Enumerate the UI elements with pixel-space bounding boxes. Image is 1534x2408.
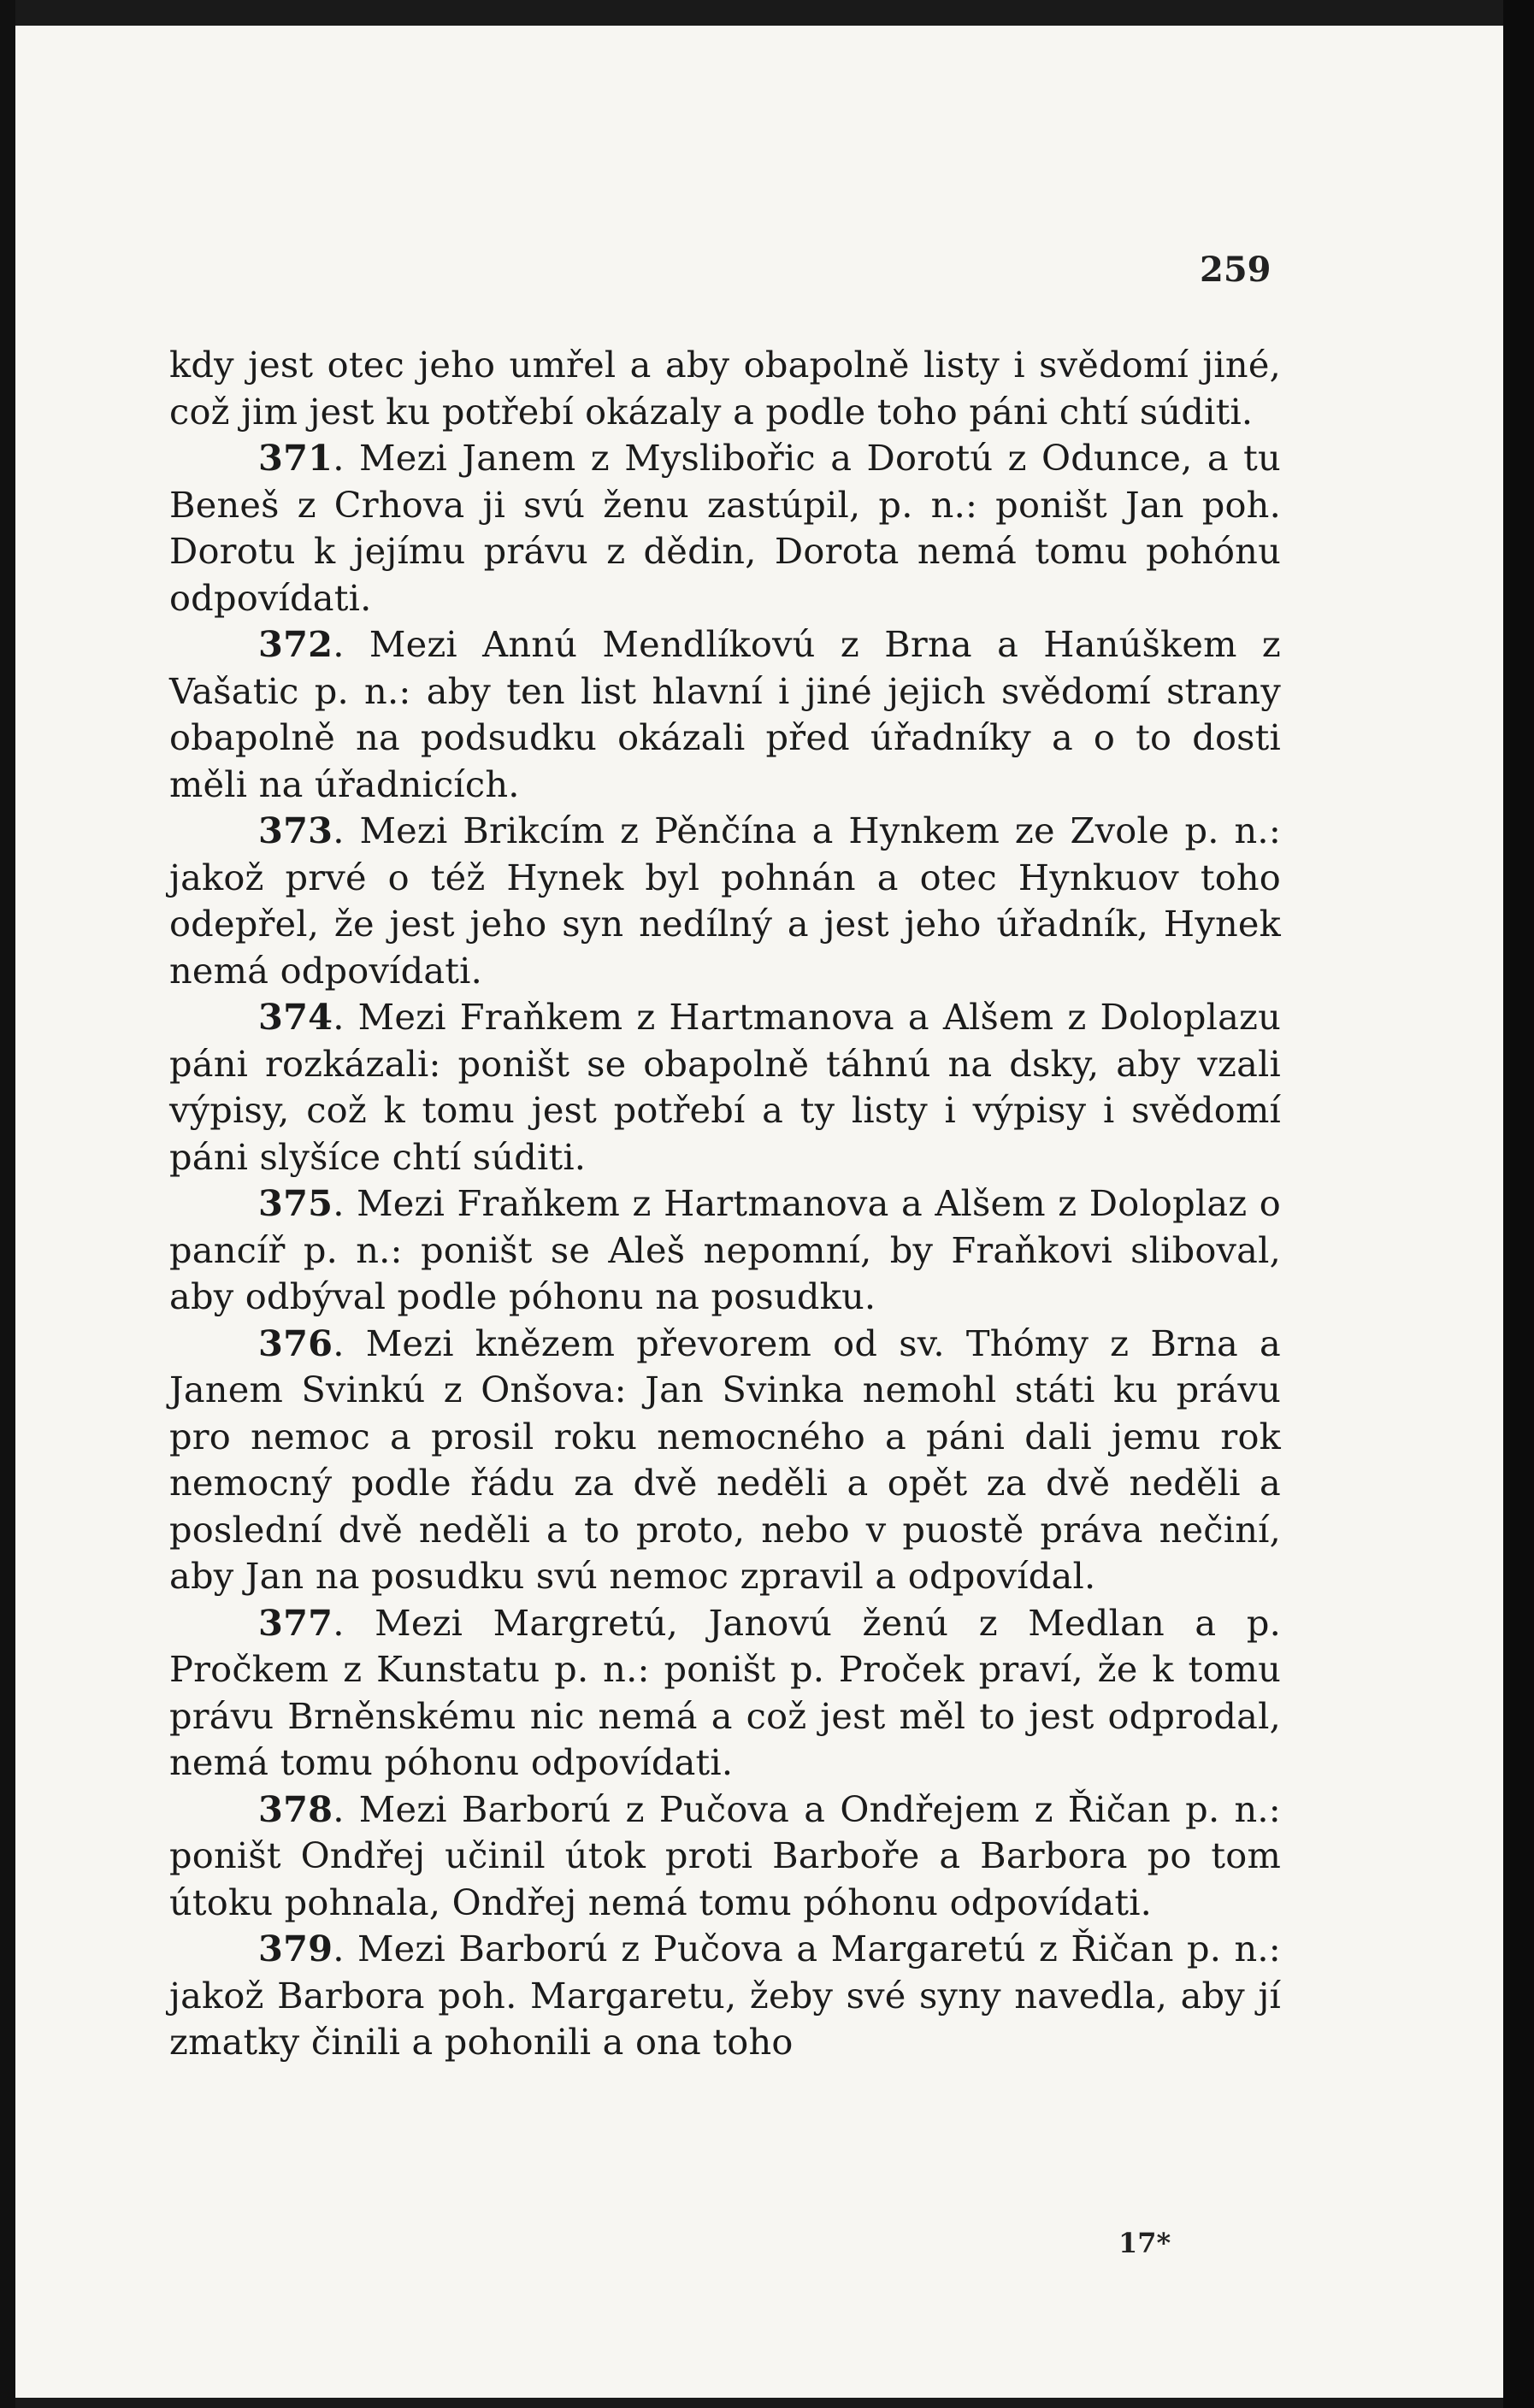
entry-number: 373 <box>258 810 333 851</box>
entry-373 <box>169 808 1281 994</box>
entry-375 <box>169 1180 1281 1321</box>
entry-number: 377 <box>258 1601 333 1644</box>
body-text <box>169 342 1281 2066</box>
entry-text: . Mezi Margretú, Janovú ženú z Medlan a p. Pročkem z Kunstatu p. n.: poništ p. Proček praví, že k tomu právu Brněnskému nic nemá a což jest měl to jest odprodal, nemá tomu póhonu odpovídati. <box>169 1601 1281 1783</box>
entry-text: . Mezi Janem z Myslibořic a Dorotú z Odunce, a tu Beneš z Crhova ji svú ženu zastúpil, p. n.: poništ Jan poh. Dorotu k jejímu právu z dědin, Dorota nemá tomu pohónu odpovídati. <box>169 437 1281 619</box>
entry-371 <box>169 435 1281 621</box>
entry-text: . Mezi Annú Mendlíkovú z Brna a Hanúškem z Vašatic p. n.: aby ten list hlavní i jiné jejich svědomí strany obapolně na podsudku okázali před úřadníky a o to dosti měli na úřadnicích. <box>169 623 1281 805</box>
entry-number: 374 <box>258 996 333 1038</box>
entry-number: 378 <box>258 1787 333 1830</box>
intro-paragraph: kdy jest otec jeho umřel a aby obapolně listy i svědomí jiné, což jim jest ku potřebí okázaly a podle toho páni chtí súditi. <box>169 344 1281 433</box>
entry-text: . Mezi knězem převorem od sv. Thómy z Brna a Janem Svinkú z Onšova: Jan Svinka nemohl státi ku právu pro nemoc a prosil roku nemocného a páni dali jemu rok nemocný podle řádu za dvě neděli a opět za dvě neděli a poslední dvě neděli a to proto, nebo v puostě práva nečiní, aby Jan na posudku svú nemoc zpravil a odpovídal. <box>169 1322 1281 1597</box>
entry-number: 371 <box>258 437 333 479</box>
entry-377 <box>169 1600 1281 1787</box>
entry-number: 375 <box>258 1182 333 1224</box>
entry-378 <box>169 1787 1281 1927</box>
scan-right-edge <box>1503 0 1534 2408</box>
book-page <box>15 26 1503 2398</box>
entry-372 <box>169 621 1281 808</box>
entry-376 <box>169 1321 1281 1600</box>
entry-379 <box>169 1926 1281 2066</box>
page-number: 259 <box>1200 250 1271 290</box>
entry-text: . Mezi Brikcím z Pěnčína a Hynkem ze Zvole p. n.: jakož prvé o též Hynek byl pohnán a otec Hynkuov toho odepřel, že jest jeho syn nedílný a jest jeho úřadník, Hynek nemá odpovídati. <box>169 810 1281 992</box>
scan-left-edge <box>0 0 15 2408</box>
entry-text: . Mezi Barború z Pučova a Ondřejem z Řičan p. n.: poništ Ondřej učinil útok proti Barboře a Barbora po tom útoku pohnala, Ondřej nemá tomu póhonu odpovídati. <box>169 1787 1281 1923</box>
entry-number: 379 <box>258 1928 333 1969</box>
signature-mark: 17* <box>1118 2227 1171 2259</box>
entry-number: 376 <box>258 1322 333 1364</box>
entry-text: . Mezi Barború z Pučova a Margaretú z Řičan p. n.: jakož Barbora poh. Margaretu, žeby své syny navedla, aby jí zmatky činili a pohonili a ona toho <box>169 1928 1281 2063</box>
entry-number: 372 <box>258 623 333 665</box>
entry-text: . Mezi Fraňkem z Hartmanova a Alšem z Doloplazu páni rozkázali: poništ se obapolně táhnú na dsky, aby vzali výpisy, což k tomu jest potřebí a ty listy i výpisy i svědomí páni slyšíce chtí súditi. <box>169 996 1281 1178</box>
entry-374 <box>169 994 1281 1180</box>
entry-text: . Mezi Fraňkem z Hartmanova a Alšem z Doloplaz o pancíř p. n.: poništ se Aleš nepomní, by Fraňkovi sliboval, aby odbýval podle póhonu na posudku. <box>169 1182 1281 1317</box>
